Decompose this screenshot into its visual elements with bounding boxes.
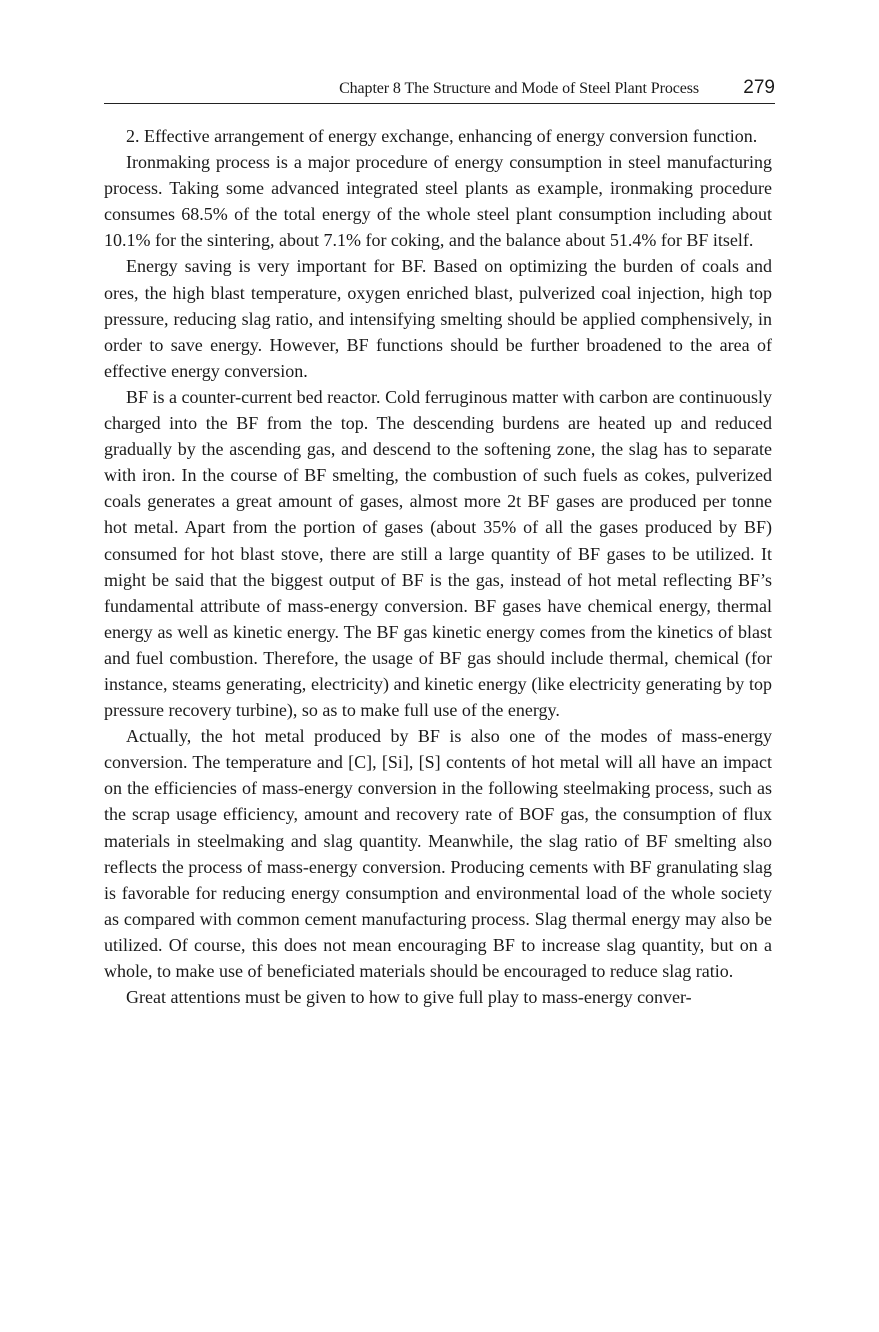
chapter-title: Chapter 8 The Structure and Mode of Steel Plant Process [339,80,699,97]
paragraph: Ironmaking process is a major procedure of energy consumption in steel manufacturing process. Taking some advanced integrated steel plants as example, ironmaking procedure consumes 68.5% of the total energy of the whole steel plant consumption including about 10.1% for the sintering, about 7.1% for coking, and the balance about 51.4% for BF itself. [104,152,772,251]
running-header [104,76,775,104]
paragraph: Energy saving is very important for BF. Based on optimizing the burden of coals and ores, the high blast temperature, oxygen enriched blast, pulverized coal injection, high top pressure, reducing slag ratio, and intensifying smelting should be applied comphensively, in order to save energy. However, BF functions should be further broadened to the area of effective energy conversion. [104,256,772,381]
paragraph: 2. Effective arrangement of energy exchange, enhancing of energy conversion function. [126,126,758,146]
body-text [104,123,772,1010]
paragraph: Actually, the hot metal produced by BF is also one of the modes of mass-energy conversion. The temperature and [C], [Si], [S] contents of hot metal will all have an impact on the efficiencies of mass-energy conversion in the following steelmaking process, such as the scrap usage efficiency, amount and recovery rate of BOF gas, the consumption of flux materials in steelmaking and slag quantity. Meanwhile, the slag ratio of BF smelting also reflects the process of mass-energy conversion. Producing cements with BF granulating slag is favorable for reducing energy consumption and environmental load of the whole society as compared with common cement manufacturing process. Slag thermal energy may also be utilized. Of course, this does not mean encouraging BF to increase slag quantity, but on a whole, to make use of beneficiated materials should be encouraged to reduce slag ratio. [104,726,772,981]
page-number: 279 [743,77,775,98]
paragraph: Great attentions must be given to how to give full play to mass-energy conver- [126,987,692,1008]
paragraph: BF is a counter-current bed reactor. Cold ferruginous matter with carbon are continuously charged into the BF from the top. The descending burdens are heated up and reduced gradually by the ascending gas, and descend to the softening zone, the slag has to separate with iron. In the course of BF smelting, the combustion of such fuels as cokes, pulverized coals generates a great amount of gases, almost more 2t BF gases are produced per tonne hot metal. Apart from the portion of gases (about 35% of all the gases produced by BF) consumed for hot blast stove, there are still a large quantity of BF gases to be utilized. It might be said that the biggest output of BF is the gas, instead of hot metal reflecting BF’s fundamental attribute of mass-energy conversion. BF gases have chemical energy, thermal energy as well as kinetic energy. The BF gas kinetic energy comes from the kinetics of blast and fuel combustion. Therefore, the usage of BF gas should include thermal, chemical (for instance, steams generating, electricity) and kinetic energy (like electricity generating by top pressure recovery turbine), so as to make full use of the energy. [104,386,772,721]
